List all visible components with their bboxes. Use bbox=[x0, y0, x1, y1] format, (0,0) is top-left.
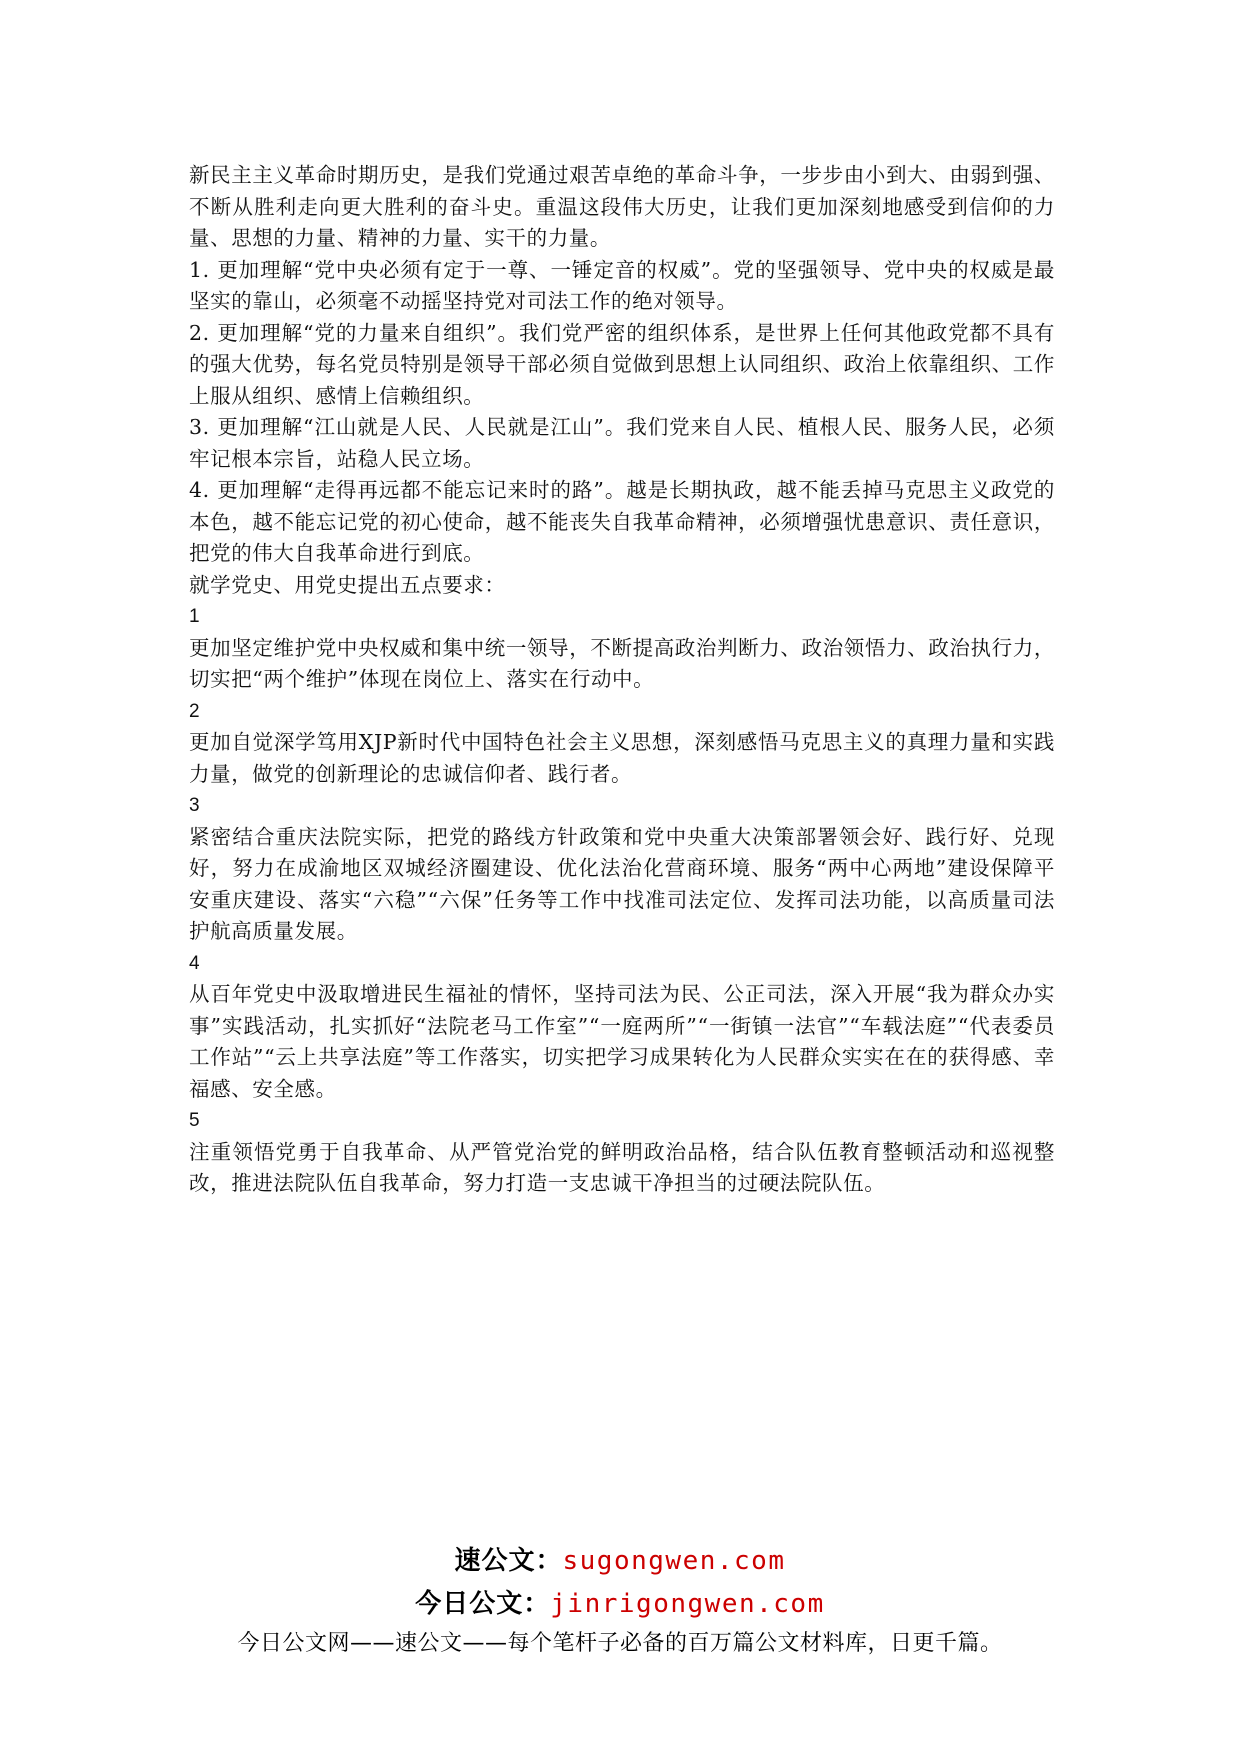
footer-jinrigongwen bbox=[0, 1583, 1240, 1620]
footer-slogan: 今日公文网——速公文——每个笔杆子必备的百万篇公文材料库，日更千篇。 bbox=[237, 1631, 1003, 1656]
requirement-number-5: 5 bbox=[189, 1110, 200, 1131]
requirement-text-3: 紧密结合重庆法院实际，把党的路线方针政策和党中央重大决策部署领会好、践行好、兑现好，努力在成渝地区双城经济圈建设、优化法治化营商环境、服务“两中心两地”建设保障平安重庆建设、落实“六稳”“六保”任务等工作中找准司法定位、发挥司法功能，以高质量司法护航高质量发展。 bbox=[189, 824, 1055, 943]
requirement-text-5: 注重领悟党勇于自我革命、从严管党治党的鲜明政治品格，结合队伍教育整顿活动和巡视整改，推进法院队伍自我革命，努力打造一支忠诚干净担当的过硬法院队伍。 bbox=[189, 1139, 1055, 1195]
requirement-text-4: 从百年党史中汲取增进民生福祉的情怀，坚持司法为民、公正司法，深入开展“我为群众办实事”实践活动，扎实抓好“法院老马工作室”“一庭两所”“一街镇一法官”“车载法庭”“代表委员工作站”“云上共享法庭”等工作落实，切实把学习成果转化为人民群众实实在在的获得感、幸福感、安全感。 bbox=[189, 982, 1055, 1101]
requirement-number-4: 4 bbox=[189, 952, 200, 974]
understanding-item-4: 4. 更加理解“走得再远都不能忘记来时的路”。越是长期执政，越不能丢掉马克思主义政党的本色，越不能忘记党的初心使命，越不能丧失自我革命精神，必须增强忧患意识、责任意识，把党的伟大自我革命进行到底。 bbox=[189, 478, 1055, 565]
footer-jinrigongwen-link[interactable]: jinrigongwen.com bbox=[550, 1589, 825, 1619]
footer-jinrigongwen-label: 今日公文： bbox=[415, 1589, 551, 1619]
footer-sugongwen bbox=[0, 1540, 1240, 1577]
requirement-text-1: 更加坚定维护党中央权威和集中统一领导，不断提高政治判断力、政治领悟力、政治执行力，切实把“两个维护”体现在岗位上、落实在行动中。 bbox=[189, 635, 1055, 691]
understanding-item-1: 1. 更加理解“党中央必须有定于一尊、一锤定音的权威”。党的坚强领导、党中央的权威是最坚实的靠山，必须毫不动摇坚持党对司法工作的绝对领导。 bbox=[189, 257, 1055, 313]
requirement-number-3: 3 bbox=[189, 795, 200, 816]
document-body bbox=[189, 160, 1055, 1200]
understanding-item-3: 3. 更加理解“江山就是人民、人民就是江山”。我们党来自人民、植根人民、服务人民，必须牢记根本宗旨，站稳人民立场。 bbox=[189, 415, 1055, 471]
requirement-number-1: 1 bbox=[189, 606, 200, 627]
footer-sugongwen-link[interactable]: sugongwen.com bbox=[562, 1546, 786, 1576]
intro-paragraph: 新民主主义革命时期历史，是我们党通过艰苦卓绝的革命斗争，一步步由小到大、由弱到强、不断从胜利走向更大胜利的奋斗史。重温这段伟大历史，让我们更加深刻地感受到信仰的力量、思想的力量、精神的力量、实干的力量。 bbox=[189, 163, 1055, 250]
requirements-heading: 就学党史、用党史提出五点要求： bbox=[189, 572, 506, 597]
footer-sugongwen-label: 速公文： bbox=[454, 1546, 563, 1576]
requirement-text-2: 更加自觉深学笃用XJP新时代中国特色社会主义思想，深刻感悟马克思主义的真理力量和实践力量，做党的创新理论的忠诚信仰者、践行者。 bbox=[189, 730, 1055, 786]
understanding-item-2: 2. 更加理解“党的力量来自组织”。我们党严密的组织体系，是世界上任何其他政党都不具有的强大优势，每名党员特别是领导干部必须自觉做到思想上认同组织、政治上依靠组织、工作上服从组织、感情上信赖组织。 bbox=[189, 320, 1055, 408]
requirement-number-2: 2 bbox=[189, 700, 200, 722]
